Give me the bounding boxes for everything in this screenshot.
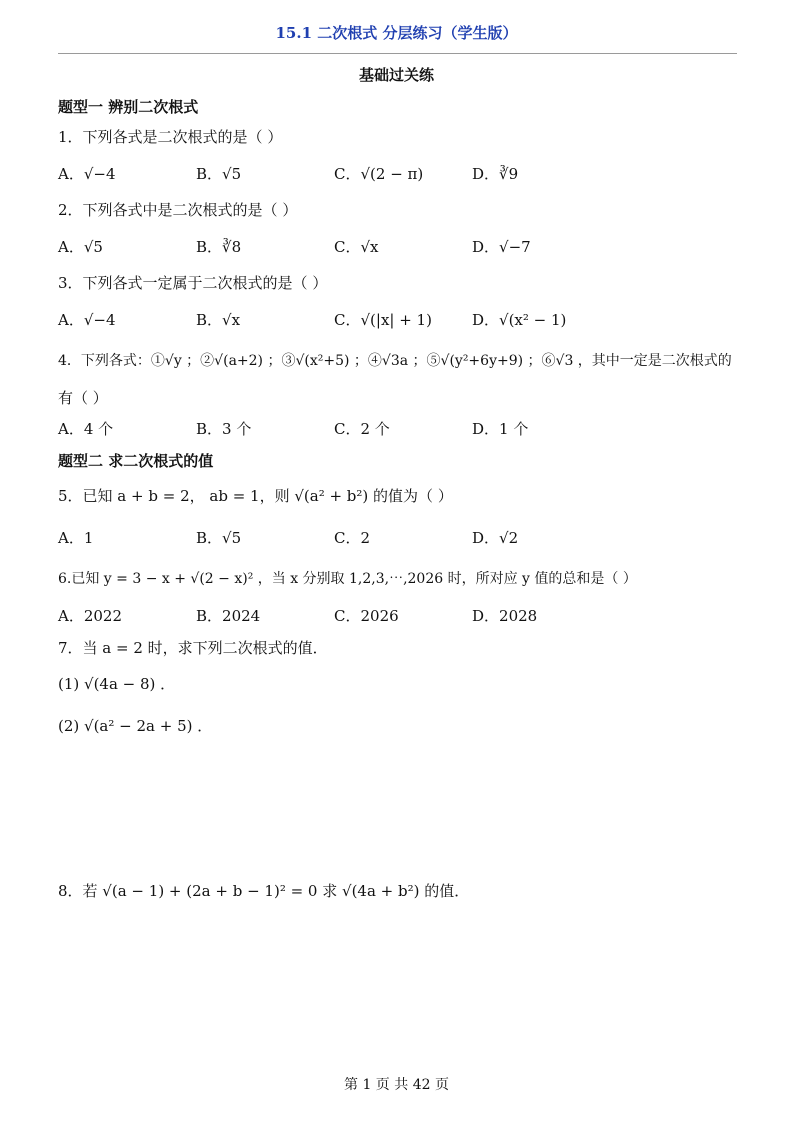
q2-option-c: C．√x xyxy=(334,238,379,256)
q3-option-c: C．√(|x| + 1) xyxy=(334,311,432,329)
q3-option-a: A．√−4 xyxy=(58,311,116,329)
question-5-stem: 5．已知 a + b = 2， ab = 1，则 √(a² + b²) 的值为（ ） xyxy=(58,487,453,505)
question-2-stem: 2．下列各式中是二次根式的是（ ） xyxy=(58,201,298,219)
question-1-stem: 1．下列各式是二次根式的是（ ） xyxy=(58,128,283,146)
q3-option-d: D．√(x² − 1) xyxy=(472,311,567,329)
q5-option-b: B．√5 xyxy=(196,529,242,547)
q4-option-a: A．4 个 xyxy=(58,420,114,438)
section-title: 基础过关练 xyxy=(358,66,434,84)
q4-option-b: B．3 个 xyxy=(196,420,252,438)
q6-option-a: A．2022 xyxy=(58,607,123,625)
page-header-title: 15.1 二次根式 分层练习（学生版） xyxy=(275,24,518,42)
type1-heading: 题型一 辨别二次根式 xyxy=(58,98,199,116)
q2-option-d: D．√−7 xyxy=(472,238,531,256)
question-4-stem-line1: 4．下列各式：①√y ；②√(a+2) ；③√(x²+5) ；④√3a ；⑤√(y²+6y+9) ；⑥√3 ，其中一定是二次根式的 xyxy=(58,353,732,369)
question-8-stem: 8．若 √(a − 1) + (2a + b − 1)² = 0 求 √(4a + b²) 的值． xyxy=(58,882,470,900)
q1-option-b: B．√5 xyxy=(196,165,242,183)
header-divider xyxy=(58,53,737,54)
question-7-part-2: (2) √(a² − 2a + 5) ． xyxy=(58,717,213,735)
q6-option-d: D．2028 xyxy=(472,607,538,625)
question-7-part-1: (1) √(4a − 8) ． xyxy=(58,675,176,693)
page-footer: 第 1 页 共 42 页 xyxy=(344,1077,449,1093)
q5-option-c: C．2 xyxy=(334,529,371,547)
question-6-stem: 6.已知 y = 3 − x + √(2 − x)² ，当 x 分别取 1,2,3,⋯,2026 时，所对应 y 值的总和是（ ） xyxy=(58,571,637,587)
q2-option-b: B．∛8 xyxy=(196,238,242,256)
q1-option-c: C．√(2 − π) xyxy=(334,165,424,183)
q5-option-a: A．1 xyxy=(58,529,94,547)
q1-option-a: A．√−4 xyxy=(58,165,116,183)
question-7-stem: 7．当 a = 2 时，求下列二次根式的值． xyxy=(58,639,328,657)
q6-option-b: B．2024 xyxy=(196,607,261,625)
question-4-stem-line2: 有（ ） xyxy=(58,389,108,407)
type2-heading: 题型二 求二次根式的值 xyxy=(58,452,214,470)
q1-option-d: D．∛9 xyxy=(472,165,519,183)
q5-option-d: D．√2 xyxy=(472,529,519,547)
question-3-stem: 3．下列各式一定属于二次根式的是（ ） xyxy=(58,274,328,292)
q4-option-c: C．2 个 xyxy=(334,420,390,438)
q2-option-a: A．√5 xyxy=(58,238,103,256)
q3-option-b: B．√x xyxy=(196,311,241,329)
q4-option-d: D．1 个 xyxy=(472,420,529,438)
q6-option-c: C．2026 xyxy=(334,607,399,625)
